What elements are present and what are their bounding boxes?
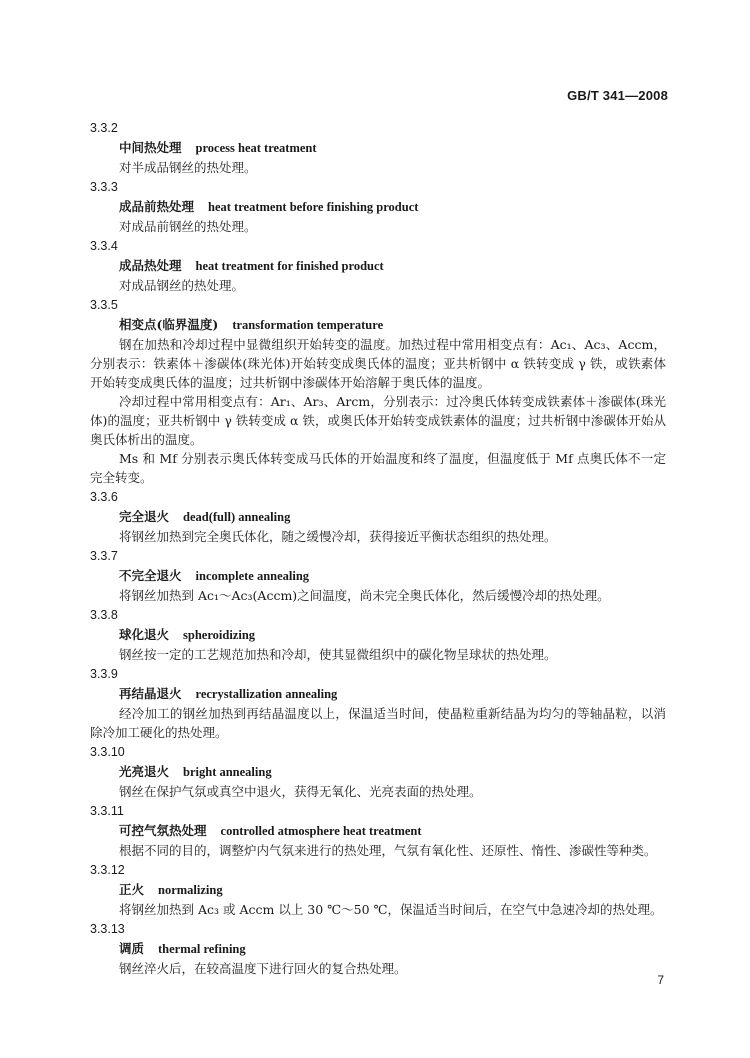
section-number: 3.3.10 bbox=[90, 745, 125, 759]
term-en: incomplete annealing bbox=[195, 569, 310, 583]
section-number: 3.3.4 bbox=[90, 239, 118, 253]
term-entry bbox=[90, 801, 666, 860]
term-entry bbox=[90, 236, 666, 295]
term-en: thermal refining bbox=[158, 942, 246, 956]
definition-text: 根据不同的目的，调整炉内气氛来进行的热处理，气氛有氧化性、还原性、惰性、渗碳性等种类。 bbox=[119, 843, 657, 858]
term-entry bbox=[90, 742, 666, 801]
definition-text: 钢丝按一定的工艺规范加热和冷却，使其显微组织中的碳化物呈球状的热处理。 bbox=[119, 647, 557, 662]
term-zh: 调质 bbox=[119, 941, 145, 956]
term-entry bbox=[90, 177, 666, 236]
term-zh: 再结晶退火 bbox=[119, 686, 182, 701]
section-number: 3.3.3 bbox=[90, 180, 118, 194]
term-heading bbox=[90, 507, 666, 527]
term-zh: 不完全退火 bbox=[119, 568, 182, 583]
term-en: process heat treatment bbox=[195, 141, 317, 155]
term-zh: 成品热处理 bbox=[119, 258, 182, 273]
term-en: normalizing bbox=[158, 883, 223, 897]
section-number: 3.3.12 bbox=[90, 863, 125, 877]
standard-code: GB/T 341—2008 bbox=[567, 88, 668, 103]
term-heading bbox=[90, 939, 666, 959]
term-zh: 光亮退火 bbox=[119, 764, 170, 779]
term-en: bright annealing bbox=[183, 765, 272, 779]
document-body bbox=[90, 118, 666, 978]
term-heading bbox=[90, 880, 666, 900]
term-heading bbox=[90, 566, 666, 586]
section-number: 3.3.2 bbox=[90, 121, 118, 135]
term-en: transformation temperature bbox=[232, 318, 384, 332]
definition-text: 对成品前钢丝的热处理。 bbox=[119, 219, 257, 234]
term-heading bbox=[90, 821, 666, 841]
term-en: controlled atmosphere heat treatment bbox=[220, 824, 422, 838]
term-entry bbox=[90, 118, 666, 177]
term-zh: 可控气氛热处理 bbox=[119, 823, 207, 838]
term-entry bbox=[90, 487, 666, 546]
definition-text: 对成品钢丝的热处理。 bbox=[119, 278, 245, 293]
section-number: 3.3.8 bbox=[90, 608, 118, 622]
term-en: spheroidizing bbox=[183, 628, 256, 642]
section-number: 3.3.5 bbox=[90, 298, 118, 312]
term-heading bbox=[90, 138, 666, 158]
definition-text: 冷却过程中常用相变点有：Ar₁、Ar₃、Arcm，分别表示：过冷奥氏体转变成铁素体＋渗碳体(珠光体)的温度；亚共析钢中 γ 铁转变成 α 铁，或奥氏体开始转变成铁素体的温度；过共析钢中渗碳体开始从奥氏体析出的温度。 bbox=[90, 394, 666, 447]
term-heading bbox=[90, 684, 666, 704]
definition-text: 对半成品钢丝的热处理。 bbox=[119, 160, 257, 175]
section-number: 3.3.7 bbox=[90, 549, 118, 563]
term-zh: 完全退火 bbox=[119, 509, 170, 524]
term-entry bbox=[90, 664, 666, 742]
term-zh: 中间热处理 bbox=[119, 140, 182, 155]
term-en: recrystallization annealing bbox=[195, 687, 338, 701]
term-heading bbox=[90, 625, 666, 645]
definition-text: 钢在加热和冷却过程中显微组织开始转变的温度。加热过程中常用相变点有：Ac₁、Ac₃、Accm，分别表示：铁素体＋渗碳体(珠光体)开始转变成奥氏体的温度；亚共析钢中 α 铁转变成 γ 铁，或铁素体开始转变成奥氏体的温度；过共析钢中渗碳体开始溶解于奥氏体的温度。 bbox=[90, 337, 666, 390]
definition-text: 钢丝在保护气氛或真空中退火，获得无氧化、光亮表面的热处理。 bbox=[119, 784, 482, 799]
section-number: 3.3.6 bbox=[90, 490, 118, 504]
term-entry bbox=[90, 605, 666, 664]
term-zh: 正火 bbox=[119, 882, 145, 897]
term-zh: 成品前热处理 bbox=[119, 199, 195, 214]
definition-text: 经冷加工的钢丝加热到再结晶温度以上，保温适当时间，使晶粒重新结晶为均匀的等轴晶粒，以消除冷加工硬化的热处理。 bbox=[90, 706, 666, 740]
definition-text: Ms 和 Mf 分别表示奥氏体转变成马氏体的开始温度和终了温度，但温度低于 Mf 点奥氏体不一定完全转变。 bbox=[90, 451, 666, 485]
page-number: 7 bbox=[657, 973, 664, 987]
term-entry bbox=[90, 546, 666, 605]
term-heading bbox=[90, 315, 666, 335]
section-number: 3.3.13 bbox=[90, 922, 125, 936]
term-en: heat treatment before finishing product bbox=[208, 200, 419, 214]
definition-text: 将钢丝加热到 Ac₁～Ac₃(Accm)之间温度，尚未完全奥氏体化，然后缓慢冷却的热处理。 bbox=[119, 588, 610, 603]
term-entry bbox=[90, 295, 666, 487]
term-zh: 相变点(临界温度) bbox=[119, 317, 219, 332]
term-en: heat treatment for finished product bbox=[195, 259, 384, 273]
term-entry bbox=[90, 860, 666, 919]
definition-text: 将钢丝加热到完全奥氏体化，随之缓慢冷却，获得接近平衡状态组织的热处理。 bbox=[119, 529, 557, 544]
term-heading bbox=[90, 762, 666, 782]
definition-text: 钢丝淬火后，在较高温度下进行回火的复合热处理。 bbox=[119, 961, 407, 976]
definition-text: 将钢丝加热到 Ac₃ 或 Accm 以上 30 ℃～50 ℃，保温适当时间后，在空气中急速冷却的热处理。 bbox=[119, 902, 663, 917]
section-number: 3.3.11 bbox=[90, 804, 124, 818]
term-en: dead(full) annealing bbox=[183, 510, 291, 524]
section-number: 3.3.9 bbox=[90, 667, 118, 681]
term-zh: 球化退火 bbox=[119, 627, 170, 642]
term-heading bbox=[90, 197, 666, 217]
term-heading bbox=[90, 256, 666, 276]
term-entry bbox=[90, 919, 666, 978]
